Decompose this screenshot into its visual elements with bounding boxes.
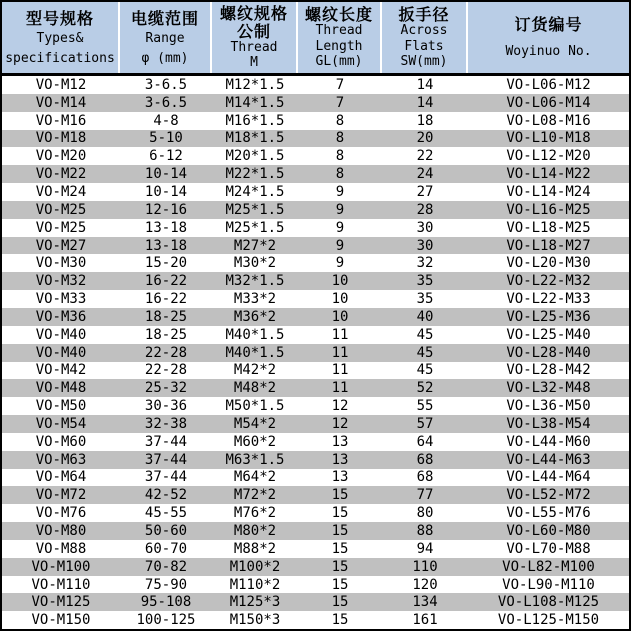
cell-order-no: VO-L08-M16 — [506, 112, 591, 129]
header-col-thread — [212, 2, 298, 73]
cell-thread: M12*1.5 — [225, 76, 285, 93]
table-header — [2, 2, 629, 76]
cell-thread: M18*1.5 — [225, 130, 285, 147]
header-zh-across-flats: 扳手径 — [398, 4, 450, 24]
cell-range: 3-6.5 — [144, 94, 188, 111]
cell-thread-length: 11 — [331, 362, 349, 379]
cell-thread: M50*1.5 — [225, 398, 285, 415]
cell-thread-length: 8 — [335, 148, 345, 165]
cell-across-flats: 35 — [416, 291, 434, 308]
cell-across-flats: 45 — [416, 344, 434, 361]
cell-thread: M72*2 — [233, 487, 277, 504]
cell-order-no: VO-L22-M33 — [506, 291, 591, 308]
cell-range: 37-44 — [144, 469, 188, 486]
cell-thread-length: 11 — [331, 326, 349, 343]
cell-order-no: VO-L44-M60 — [506, 433, 591, 450]
table-row — [2, 147, 629, 165]
header-en-across-flats: Across — [400, 23, 448, 39]
cell-range: 30-36 — [144, 398, 188, 415]
cell-range: 42-52 — [144, 487, 188, 504]
cell-across-flats: 88 — [416, 523, 434, 540]
cell-range: 3-6.5 — [144, 76, 188, 93]
cell-thread: M64*2 — [233, 469, 277, 486]
cell-range: 16-22 — [144, 273, 188, 290]
cell-order-no: VO-L10-M18 — [506, 130, 591, 147]
cell-across-flats: 161 — [412, 612, 438, 629]
cell-order-no: VO-L06-M12 — [506, 76, 591, 93]
table-row — [2, 76, 629, 94]
header-en-across-flats: Flats — [404, 38, 444, 54]
cell-model: VO-M24 — [35, 183, 87, 200]
table-row — [2, 433, 629, 451]
cell-range: 5-10 — [149, 130, 183, 147]
header-col-model — [2, 2, 120, 73]
cell-range: 75-90 — [144, 576, 188, 593]
table-row — [2, 611, 629, 629]
cell-order-no: VO-L60-M80 — [506, 523, 591, 540]
table-row — [2, 183, 629, 201]
cell-model: VO-M64 — [35, 469, 87, 486]
table-row — [2, 201, 629, 219]
cell-across-flats: 45 — [416, 362, 434, 379]
header-en-across-flats: SW(mm) — [400, 54, 448, 70]
cell-model: VO-M33 — [35, 291, 87, 308]
cell-model: VO-M32 — [35, 273, 87, 290]
cell-thread-length: 7 — [335, 76, 345, 93]
cell-order-no: VO-L44-M63 — [506, 451, 591, 468]
cell-range: 50-60 — [144, 523, 188, 540]
table-row — [2, 593, 629, 611]
cell-order-no: VO-L82-M100 — [502, 558, 595, 575]
cell-model: VO-M48 — [35, 380, 87, 397]
header-en-range: Range — [145, 31, 185, 46]
cell-across-flats: 80 — [416, 505, 434, 522]
header-en-thread: M — [250, 55, 258, 70]
cell-model: VO-M110 — [31, 576, 91, 593]
table-row — [2, 94, 629, 112]
cell-order-no: VO-L20-M30 — [506, 255, 591, 272]
cell-model: VO-M100 — [31, 558, 91, 575]
cell-model: VO-M14 — [35, 94, 87, 111]
cell-across-flats: 68 — [416, 469, 434, 486]
cell-model: VO-M80 — [35, 523, 87, 540]
cell-across-flats: 45 — [416, 326, 434, 343]
cell-range: 60-70 — [144, 540, 188, 557]
header-en-thread-length: Length — [315, 38, 363, 54]
cell-thread-length: 9 — [335, 219, 345, 236]
cell-thread-length: 9 — [335, 237, 345, 254]
cell-range: 18-25 — [144, 308, 188, 325]
cell-order-no: VO-L52-M72 — [506, 487, 591, 504]
header-zh-thread: 螺纹规格 — [219, 4, 288, 23]
cell-thread: M25*1.5 — [225, 219, 285, 236]
cell-order-no: VO-L18-M27 — [506, 237, 591, 254]
cell-across-flats: 28 — [416, 201, 434, 218]
table-row — [2, 576, 629, 594]
cell-thread-length: 13 — [331, 433, 349, 450]
cell-thread: M20*1.5 — [225, 148, 285, 165]
cell-range: 32-38 — [144, 415, 188, 432]
table-row — [2, 254, 629, 272]
cell-thread-length: 15 — [331, 594, 349, 611]
cell-range: 10-14 — [144, 183, 188, 200]
cell-across-flats: 57 — [416, 415, 434, 432]
cell-order-no: VO-L28-M42 — [506, 362, 591, 379]
cell-thread: M40*1.5 — [225, 344, 285, 361]
cell-model: VO-M50 — [35, 398, 87, 415]
cell-thread-length: 12 — [331, 415, 349, 432]
table-row — [2, 344, 629, 362]
cell-thread-length: 10 — [331, 308, 349, 325]
cell-thread-length: 15 — [331, 540, 349, 557]
cell-thread-length: 13 — [331, 451, 349, 468]
cell-range: 22-28 — [144, 344, 188, 361]
cell-range: 37-44 — [144, 433, 188, 450]
cell-order-no: VO-L125-M150 — [497, 612, 600, 629]
cell-model: VO-M20 — [35, 148, 87, 165]
cell-thread-length: 9 — [335, 183, 345, 200]
cell-range: 10-14 — [144, 166, 188, 183]
cell-thread-length: 9 — [335, 255, 345, 272]
cell-range: 70-82 — [144, 558, 188, 575]
cell-thread-length: 15 — [331, 612, 349, 629]
cell-across-flats: 18 — [416, 112, 434, 129]
cell-model: VO-M54 — [35, 415, 87, 432]
cell-order-no: VO-L28-M40 — [506, 344, 591, 361]
cell-across-flats: 27 — [416, 183, 434, 200]
cell-thread: M40*1.5 — [225, 326, 285, 343]
cell-model: VO-M25 — [35, 219, 87, 236]
cell-thread: M27*2 — [233, 237, 277, 254]
cell-range: 4-8 — [153, 112, 179, 129]
cell-across-flats: 14 — [416, 76, 434, 93]
cell-order-no: VO-L36-M50 — [506, 398, 591, 415]
cell-order-no: VO-L108-M125 — [497, 594, 600, 611]
cell-thread: M125*3 — [229, 594, 281, 611]
cell-range: 100-125 — [136, 612, 196, 629]
cell-model: VO-M76 — [35, 505, 87, 522]
cell-across-flats: 24 — [416, 166, 434, 183]
cell-across-flats: 30 — [416, 219, 434, 236]
cell-thread-length: 7 — [335, 94, 345, 111]
cell-range: 6-12 — [149, 148, 183, 165]
cell-thread: M22*1.5 — [225, 166, 285, 183]
cell-thread-length: 10 — [331, 291, 349, 308]
cell-model: VO-M42 — [35, 362, 87, 379]
header-en-model: Types& — [36, 31, 84, 46]
cell-across-flats: 14 — [416, 94, 434, 111]
cell-range: 13-18 — [144, 237, 188, 254]
header-zh-thread-length: 螺纹长度 — [304, 4, 373, 24]
cell-across-flats: 22 — [416, 148, 434, 165]
cell-model: VO-M40 — [35, 344, 87, 361]
table-row — [2, 504, 629, 522]
cell-model: VO-M63 — [35, 451, 87, 468]
cell-model: VO-M16 — [35, 112, 87, 129]
cell-thread: M14*1.5 — [225, 94, 285, 111]
cell-across-flats: 55 — [416, 398, 434, 415]
cell-model: VO-M30 — [35, 255, 87, 272]
cell-thread: M42*2 — [233, 362, 277, 379]
table-row — [2, 272, 629, 290]
cell-range: 95-108 — [140, 594, 192, 611]
cell-order-no: VO-L22-M32 — [506, 273, 591, 290]
cell-range: 13-18 — [144, 219, 188, 236]
cell-across-flats: 120 — [412, 576, 438, 593]
cell-across-flats: 134 — [412, 594, 438, 611]
cell-order-no: VO-L14-M22 — [506, 166, 591, 183]
cell-thread: M76*2 — [233, 505, 277, 522]
cell-thread: M63*1.5 — [225, 451, 285, 468]
cell-model: VO-M150 — [31, 612, 91, 629]
cell-model: VO-M60 — [35, 433, 87, 450]
cell-model: VO-M40 — [35, 326, 87, 343]
cell-thread: M150*3 — [229, 612, 281, 629]
cell-model: VO-M18 — [35, 130, 87, 147]
table-row — [2, 415, 629, 433]
cell-range: 22-28 — [144, 362, 188, 379]
table-row — [2, 397, 629, 415]
cell-thread-length: 8 — [335, 112, 345, 129]
header-zh-order-no: 订货编号 — [514, 15, 583, 34]
header-en-thread-length: GL(mm) — [315, 54, 363, 70]
table-row — [2, 469, 629, 487]
cell-order-no: VO-L32-M48 — [506, 380, 591, 397]
cell-thread-length: 15 — [331, 576, 349, 593]
cell-across-flats: 32 — [416, 255, 434, 272]
cell-thread: M54*2 — [233, 415, 277, 432]
table-row — [2, 237, 629, 255]
table-row — [2, 362, 629, 380]
cell-range: 37-44 — [144, 451, 188, 468]
cell-model: VO-M12 — [35, 76, 87, 93]
cell-order-no: VO-L38-M54 — [506, 415, 591, 432]
table-row — [2, 308, 629, 326]
cell-thread-length: 9 — [335, 201, 345, 218]
header-col-order-no — [468, 2, 629, 73]
cell-model: VO-M125 — [31, 594, 91, 611]
header-zh-thread: 公制 — [236, 22, 271, 41]
table-row — [2, 486, 629, 504]
header-zh-model: 型号规格 — [25, 8, 94, 28]
cell-thread-length: 11 — [331, 380, 349, 397]
cell-thread: M30*2 — [233, 255, 277, 272]
cell-model: VO-M88 — [35, 540, 87, 557]
cell-range: 25-32 — [144, 380, 188, 397]
header-en-thread-length: Thread — [315, 23, 363, 39]
cell-thread-length: 15 — [331, 523, 349, 540]
cell-thread: M100*2 — [229, 558, 281, 575]
cell-order-no: VO-L90-M110 — [502, 576, 595, 593]
table-row — [2, 165, 629, 183]
table-row — [2, 130, 629, 148]
cell-order-no: VO-L25-M36 — [506, 308, 591, 325]
cell-across-flats: 64 — [416, 433, 434, 450]
cell-across-flats: 52 — [416, 380, 434, 397]
table-body — [2, 76, 629, 629]
table-row — [2, 558, 629, 576]
cell-model: VO-M27 — [35, 237, 87, 254]
cell-across-flats: 68 — [416, 451, 434, 468]
cell-order-no: VO-L44-M64 — [506, 469, 591, 486]
cell-thread-length: 15 — [331, 487, 349, 504]
cell-range: 15-20 — [144, 255, 188, 272]
header-en-thread: Thread — [230, 40, 278, 55]
cell-across-flats: 30 — [416, 237, 434, 254]
cell-order-no: VO-L14-M24 — [506, 183, 591, 200]
header-col-range — [120, 2, 212, 73]
cell-order-no: VO-L06-M14 — [506, 94, 591, 111]
cell-thread: M16*1.5 — [225, 112, 285, 129]
cell-range: 12-16 — [144, 201, 188, 218]
cell-thread-length: 15 — [331, 505, 349, 522]
cell-thread: M60*2 — [233, 433, 277, 450]
table-row — [2, 112, 629, 130]
table-row — [2, 326, 629, 344]
cell-model: VO-M22 — [35, 166, 87, 183]
cell-thread: M110*2 — [229, 576, 281, 593]
header-zh-range: 电缆范围 — [130, 8, 199, 28]
header-col-across-flats — [382, 2, 468, 73]
header-en-order-no: Woyinuo No. — [505, 44, 592, 59]
cell-order-no: VO-L12-M20 — [506, 148, 591, 165]
cell-model: VO-M25 — [35, 201, 87, 218]
cell-range: 18-25 — [144, 326, 188, 343]
table-row — [2, 379, 629, 397]
cell-order-no: VO-L70-M88 — [506, 540, 591, 557]
cell-model: VO-M72 — [35, 487, 87, 504]
cell-order-no: VO-L18-M25 — [506, 219, 591, 236]
cell-thread: M24*1.5 — [225, 183, 285, 200]
cell-thread-length: 11 — [331, 344, 349, 361]
header-en-model: specifications — [5, 50, 115, 66]
cell-across-flats: 40 — [416, 308, 434, 325]
cell-thread-length: 15 — [331, 558, 349, 575]
cell-across-flats: 110 — [412, 558, 438, 575]
cell-range: 45-55 — [144, 505, 188, 522]
table-row — [2, 540, 629, 558]
table-row — [2, 290, 629, 308]
cell-thread: M36*2 — [233, 308, 277, 325]
cell-order-no: VO-L25-M40 — [506, 326, 591, 343]
cell-thread: M48*2 — [233, 380, 277, 397]
cell-thread: M32*1.5 — [225, 273, 285, 290]
cell-order-no: VO-L55-M76 — [506, 505, 591, 522]
cell-thread: M88*2 — [233, 540, 277, 557]
cell-thread-length: 13 — [331, 469, 349, 486]
cell-model: VO-M36 — [35, 308, 87, 325]
cell-thread: M80*2 — [233, 523, 277, 540]
table-row — [2, 522, 629, 540]
header-en-range: φ (mm) — [141, 50, 189, 66]
table-row — [2, 219, 629, 237]
cell-thread-length: 10 — [331, 273, 349, 290]
cell-thread-length: 12 — [331, 398, 349, 415]
header-col-thread-length — [298, 2, 382, 73]
cell-order-no: VO-L16-M25 — [506, 201, 591, 218]
cell-thread-length: 8 — [335, 166, 345, 183]
cell-across-flats: 20 — [416, 130, 434, 147]
table-row — [2, 451, 629, 469]
cell-thread: M33*2 — [233, 291, 277, 308]
cell-across-flats: 94 — [416, 540, 434, 557]
cell-thread: M25*1.5 — [225, 201, 285, 218]
cell-across-flats: 77 — [416, 487, 434, 504]
cell-thread-length: 8 — [335, 130, 345, 147]
cell-range: 16-22 — [144, 291, 188, 308]
cell-across-flats: 35 — [416, 273, 434, 290]
